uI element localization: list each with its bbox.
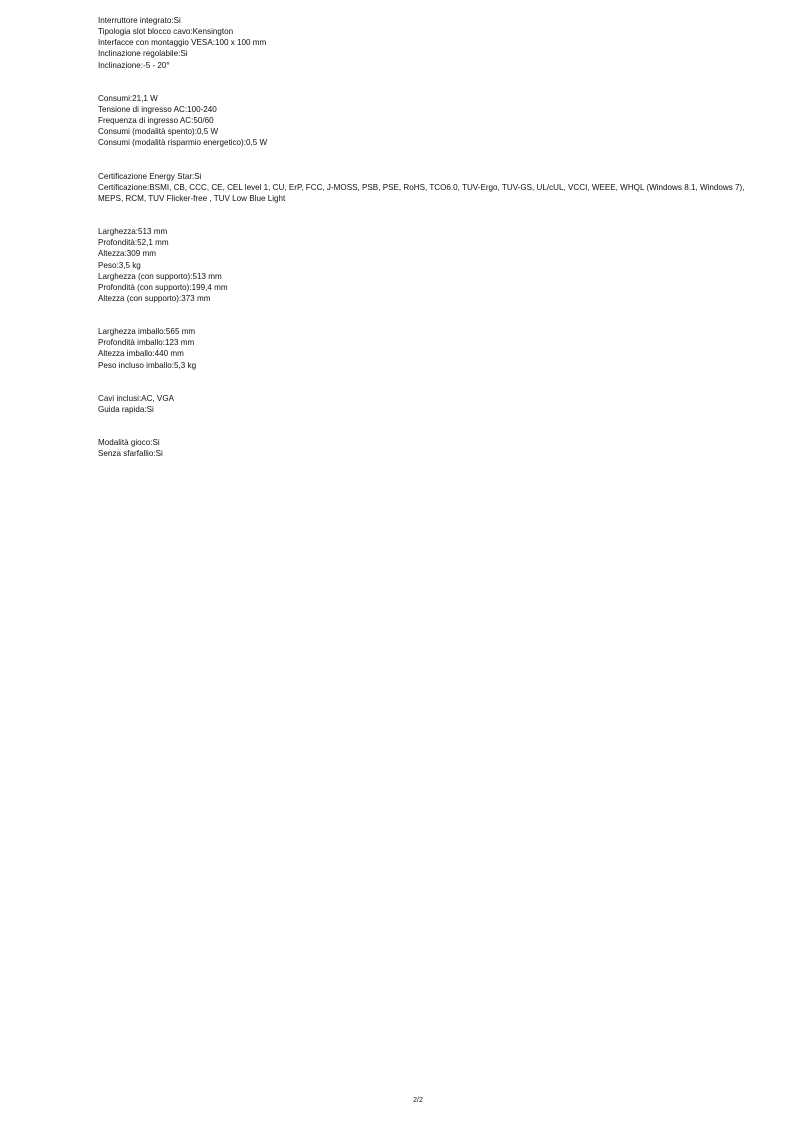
spec-line: Interruttore integrato:Si [98, 16, 181, 25]
page-number: 2/2 [413, 1097, 423, 1104]
spec-group-dimensions [98, 226, 748, 304]
spec-line: Certificazione:BSMI, CB, CCC, CE, CEL level 1, CU, ErP, FCC, J-MOSS, PSB, PSE, RoHS, TCO6.0, TUV-Ergo, TUV-GS, UL/cUL, VCCI, WEEE, WHQL (Windows 8.1, Windows 7), MEPS, RCM, TUV Flicker-free , TUV Low Blue Light [98, 182, 745, 203]
spec-group-contents [98, 393, 748, 415]
spec-line: Consumi (modalità risparmio energetico):0,5 W [98, 138, 268, 148]
spec-group-power [98, 93, 748, 149]
spec-line: Profondità (con supporto):199,4 mm [98, 282, 228, 292]
spec-line: Inclinazione:-5 - 20° [98, 60, 170, 70]
spec-line: Senza sfarfallio:Si [98, 449, 163, 459]
spec-line: Altezza (con supporto):373 mm [98, 293, 211, 303]
spec-line: Tipologia slot blocco cavo:Kensington [98, 27, 234, 37]
spec-line: Interfacce con montaggio VESA:100 x 100 mm [98, 38, 267, 48]
spec-line: Consumi:21,1 W [98, 93, 158, 103]
spec-line: Altezza:309 mm [98, 249, 157, 259]
spec-line: Tensione di ingresso AC:100-240 [98, 104, 217, 114]
spec-line: Profondità imballo:123 mm [98, 338, 195, 348]
spec-group-ergonomics [98, 15, 748, 71]
spec-line: Profondità:52,1 mm [98, 238, 169, 248]
spec-line: Peso incluso imballo:5,3 kg [98, 360, 197, 370]
spec-line: Guida rapida:Si [98, 404, 154, 414]
spec-group-features [98, 437, 748, 459]
spec-line: Altezza imballo:440 mm [98, 349, 184, 359]
spec-line: Larghezza imballo:565 mm [98, 327, 196, 337]
spec-group-packaging [98, 326, 748, 371]
spec-line: Larghezza (con supporto):513 mm [98, 271, 222, 281]
spec-line: Larghezza:513 mm [98, 227, 168, 237]
spec-line: Consumi (modalità spento):0,5 W [98, 127, 219, 137]
spec-line: Inclinazione regolabile:Si [98, 49, 188, 59]
spec-line: Peso:3,5 kg [98, 260, 141, 270]
spec-line: Certificazione Energy Star:Si [98, 171, 202, 181]
spec-group-certification [98, 171, 748, 204]
spec-list [98, 15, 748, 481]
spec-line: Modalità gioco:Si [98, 438, 160, 448]
spec-line: Frequenza di ingresso AC:50/60 [98, 116, 214, 126]
spec-line: Cavi inclusi:AC, VGA [98, 393, 175, 403]
